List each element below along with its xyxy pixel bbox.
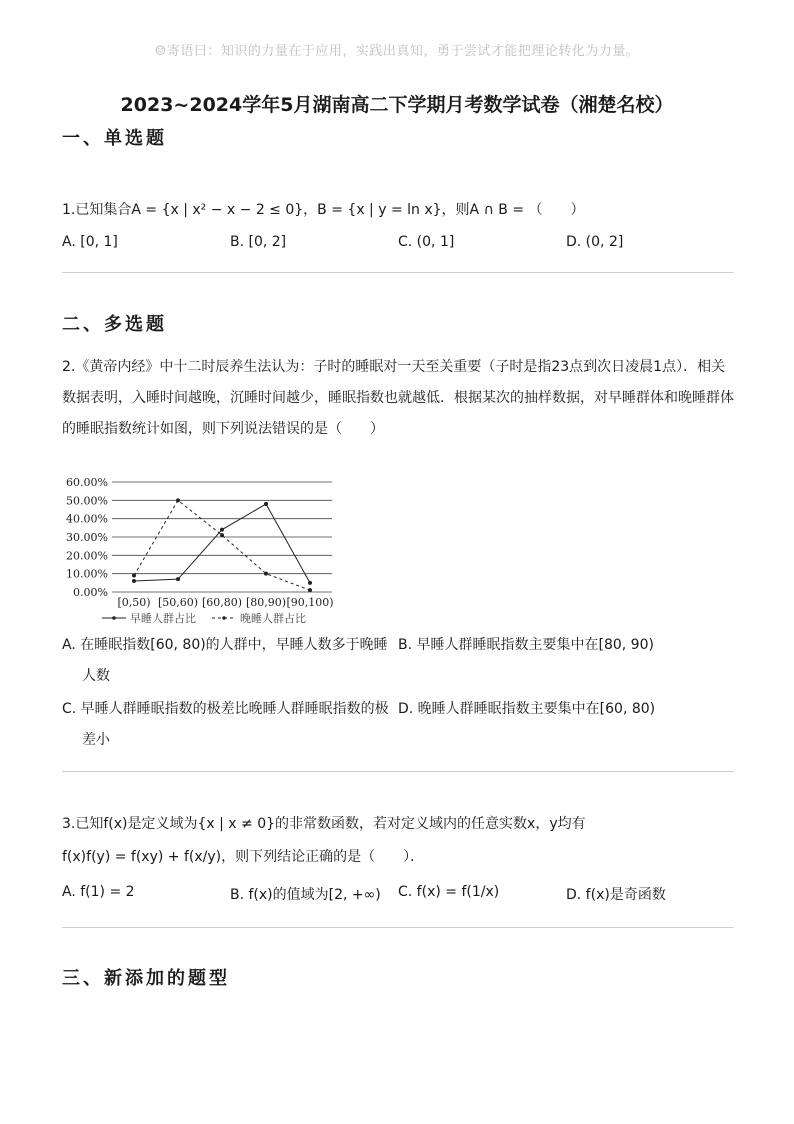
q1-option-d[interactable]: D. (0, 2] xyxy=(566,234,624,250)
q2-option-c-line-1: C. 早睡人群睡眠指数的极差比晚睡人群睡眠指数的极 xyxy=(62,701,389,717)
y-tick-label: 60.00% xyxy=(66,476,108,489)
q2-option-a[interactable] xyxy=(62,630,392,692)
q2-option-b[interactable]: B. 早睡人群睡眠指数主要集中在[80, 90) xyxy=(398,637,654,653)
motto: ☺寄语曰：知识的力量在于应用，实践出真知，勇于尝试才能把理论转化为力量。 xyxy=(154,44,640,59)
legend-marker xyxy=(222,616,226,620)
q1-option-c[interactable]: C. (0, 1] xyxy=(398,234,455,250)
q1-option-a[interactable]: A. [0, 1] xyxy=(62,234,118,250)
series-line-1 xyxy=(134,504,310,583)
y-tick-label: 0.00% xyxy=(73,586,108,599)
y-tick-label: 10.00% xyxy=(66,567,108,581)
legend-label-1: 早睡人群占比 xyxy=(130,612,196,625)
x-tick-label: [0,50) xyxy=(117,596,151,609)
y-tick-label: 20.00% xyxy=(66,549,108,563)
question-3-line-2: f(x)f(y) = f(xy) + f(x/y)，则下列结论正确的是（ ）． xyxy=(62,849,425,865)
q2-option-a-line-1: A. 在睡眠指数[60, 80)的人群中，早睡人数多于晚睡 xyxy=(62,637,388,653)
data-point xyxy=(308,581,312,585)
q1-option-b[interactable]: B. [0, 2] xyxy=(230,234,287,250)
series-line-2 xyxy=(134,500,310,590)
data-point xyxy=(308,588,312,592)
q3-option-a[interactable]: A. f(1) = 2 xyxy=(62,884,135,900)
q3-option-c[interactable]: C. f(x) = f(1/x) xyxy=(398,884,500,900)
section-heading-single-choice: 一、单选题 xyxy=(62,128,167,149)
question-2-line-3: 的睡眠指数统计如图，则下列说法错误的是（ ） xyxy=(62,421,384,437)
divider xyxy=(62,927,734,928)
y-tick-label: 30.00% xyxy=(66,531,108,544)
data-point xyxy=(132,574,136,578)
question-2-line-1: 2.《黄帝内经》中十二时辰养生法认为：子时的睡眠对一天至关重要（子时是指23点到次日凌晨1点）．相关 xyxy=(62,359,726,375)
q2-option-d[interactable]: D. 晚睡人群睡眠指数主要集中在[60, 80) xyxy=(398,701,656,717)
data-point xyxy=(176,577,180,581)
y-tick-label: 50.00% xyxy=(66,494,108,508)
q2-option-c[interactable] xyxy=(62,694,392,756)
legend-marker xyxy=(112,616,116,620)
q3-option-d[interactable]: D. f(x)是奇函数 xyxy=(566,887,666,903)
data-point xyxy=(132,579,136,583)
data-point xyxy=(220,533,224,537)
divider xyxy=(62,272,734,273)
data-point xyxy=(220,528,224,532)
data-point xyxy=(264,502,268,506)
q2-option-a-line-2: 人数 xyxy=(82,668,110,684)
x-tick-label: [60,80) xyxy=(201,596,243,609)
q3-option-b[interactable]: B. f(x)的值域为[2, +∞) xyxy=(230,887,381,903)
question-3-line-1: 3.已知f(x)是定义域为{x | x ≠ 0}的非常数函数，若对定义域内的任意实数x，y均有 xyxy=(62,816,586,832)
data-point xyxy=(264,572,268,576)
x-tick-label: [90,100) xyxy=(286,596,334,609)
q2-option-c-line-2: 差小 xyxy=(82,732,110,748)
divider xyxy=(62,771,734,772)
question-2-line-2: 数据表明，入睡时间越晚，沉睡时间越少，睡眠指数也就越低．根据某次的抽样数据，对早睡群体和晚睡群体 xyxy=(62,390,734,406)
question-1-stem: 1.已知集合A = {x | x² − x − 2 ≤ 0}，B = {x | y = ln x}，则A ∩ B = （ ） xyxy=(62,202,585,218)
data-point xyxy=(176,498,180,502)
legend-label-2: 晚睡人群占比 xyxy=(240,612,306,625)
x-tick-label: [80,90) xyxy=(245,596,287,609)
section-heading-new-type: 三、新添加的题型 xyxy=(62,968,230,989)
section-heading-multi-choice: 二、多选题 xyxy=(62,314,167,335)
sleep-index-line-chart xyxy=(60,470,360,635)
x-tick-label: [50,60) xyxy=(157,596,199,609)
page-title: 2023~2024学年5月湖南高二下学期月考数学试卷（湘楚名校） xyxy=(120,94,674,116)
y-tick-label: 40.00% xyxy=(66,512,108,526)
